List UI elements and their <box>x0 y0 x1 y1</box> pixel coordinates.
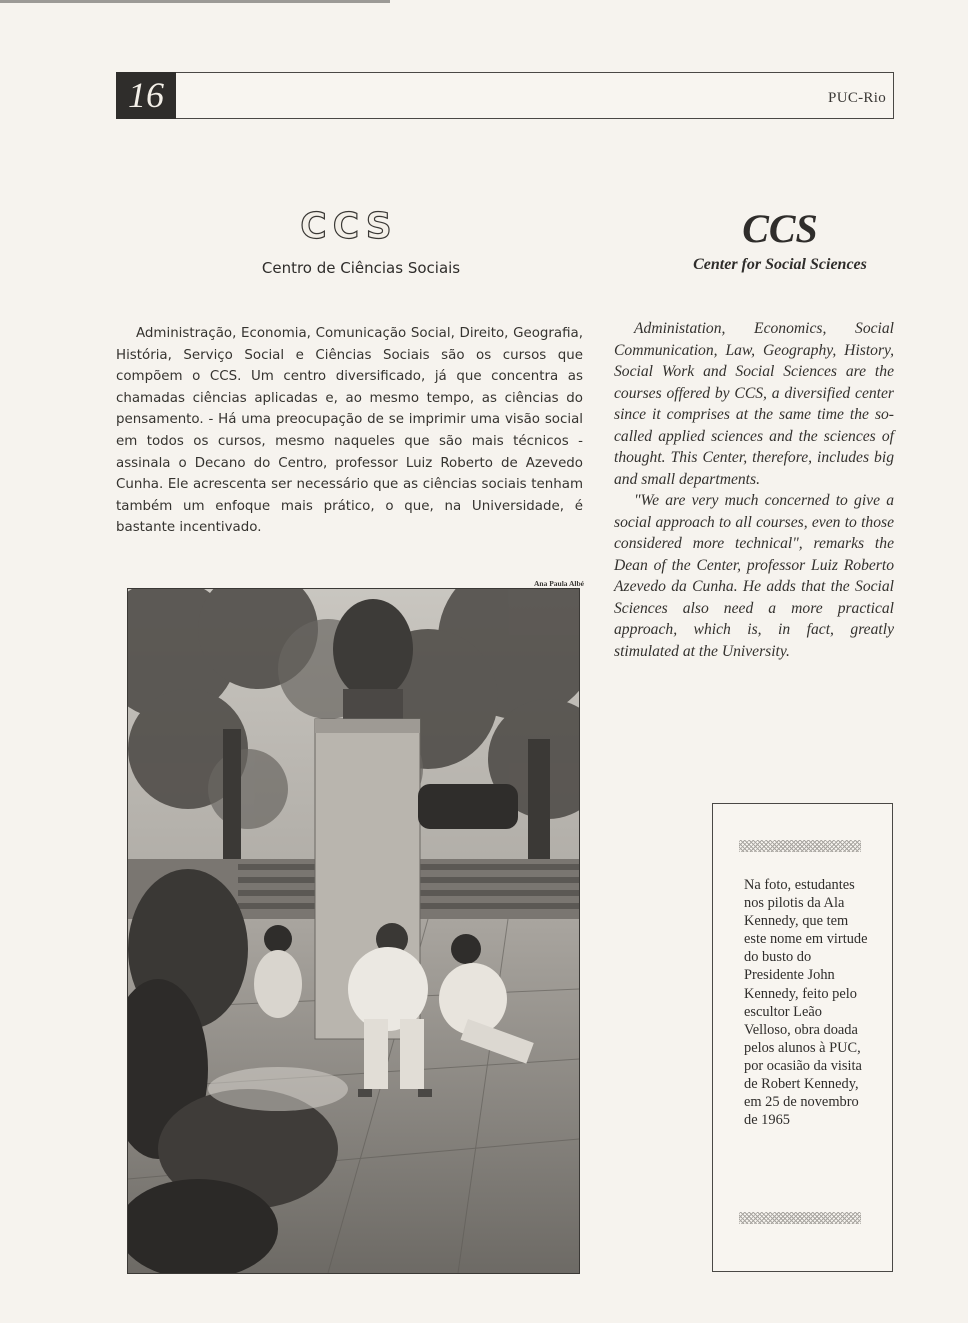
photo-caption-box <box>712 803 893 1272</box>
english-paragraph-2: "We are very much concerned to give a social approach to all courses, even to those considered more technical", remarks the Dean of the Center, professor Luiz Roberto Azevedo da Cunha. He adds that the Social Sciences also need a more practical approach, which is, in fact, greatly stimulated at the University. <box>614 492 894 660</box>
english-paragraph-1: Administation, Economics, Social Communication, Law, Geography, History, Social Work and Social Sciences are the courses offered by CCS, a diversified center since it comprises at the same time the so-called applied sciences and the sciences of thought. This Center, therefore, includes big and small departments. <box>614 320 894 488</box>
english-subtitle: Center for Social Sciences <box>693 256 867 273</box>
portuguese-subtitle: Centro de Ciências Sociais <box>261 259 461 277</box>
campus-photo <box>127 588 580 1274</box>
caption-divider-bottom <box>739 1212 861 1224</box>
english-body <box>614 318 894 662</box>
photo-caption: Na foto, estudantes nos pilotis da Ala Kennedy, que tem este nome em virtude do busto do Presidente John Kennedy, feito pelo escultor Leão Velloso, obra doada pelos alunos à PUC, por ocasião da visita de Robert Kennedy, em 25 de novembro de 1965 <box>744 877 868 1129</box>
caption-divider-top <box>739 840 861 852</box>
top-edge-line <box>0 0 390 3</box>
kennedy-bust <box>333 599 413 719</box>
page-number: 16 <box>116 72 176 119</box>
photo-credit: Ana Paula Albé <box>533 579 584 588</box>
english-title: CCS <box>742 206 818 251</box>
page-header <box>116 72 894 119</box>
portuguese-body: Administração, Economia, Comunicação Social, Direito, Geografia, História, Serviço Social e Ciências Sociais são os cursos que compõem o CCS. Um centro diversificado, já que concentra as chamadas ciências aplicadas e, ao mesmo tempo, as ciências do pensamento. - Há uma preocupação de se imprimir uma visão social em todos os cursos, mesmo naqueles que são mais técnicos - assinala o Decano do Centro, professor Luiz Roberto de Azevedo Cunha. Ele acrescenta ser necessário que as ciências sociais tenham também um enfoque mais prático, o que, na Universidade, é bastante incentivado. <box>116 326 583 536</box>
campus-photo-illustration <box>128 589 579 1273</box>
running-head: PUC-Rio <box>828 90 886 106</box>
portuguese-title: CCS <box>300 206 398 247</box>
